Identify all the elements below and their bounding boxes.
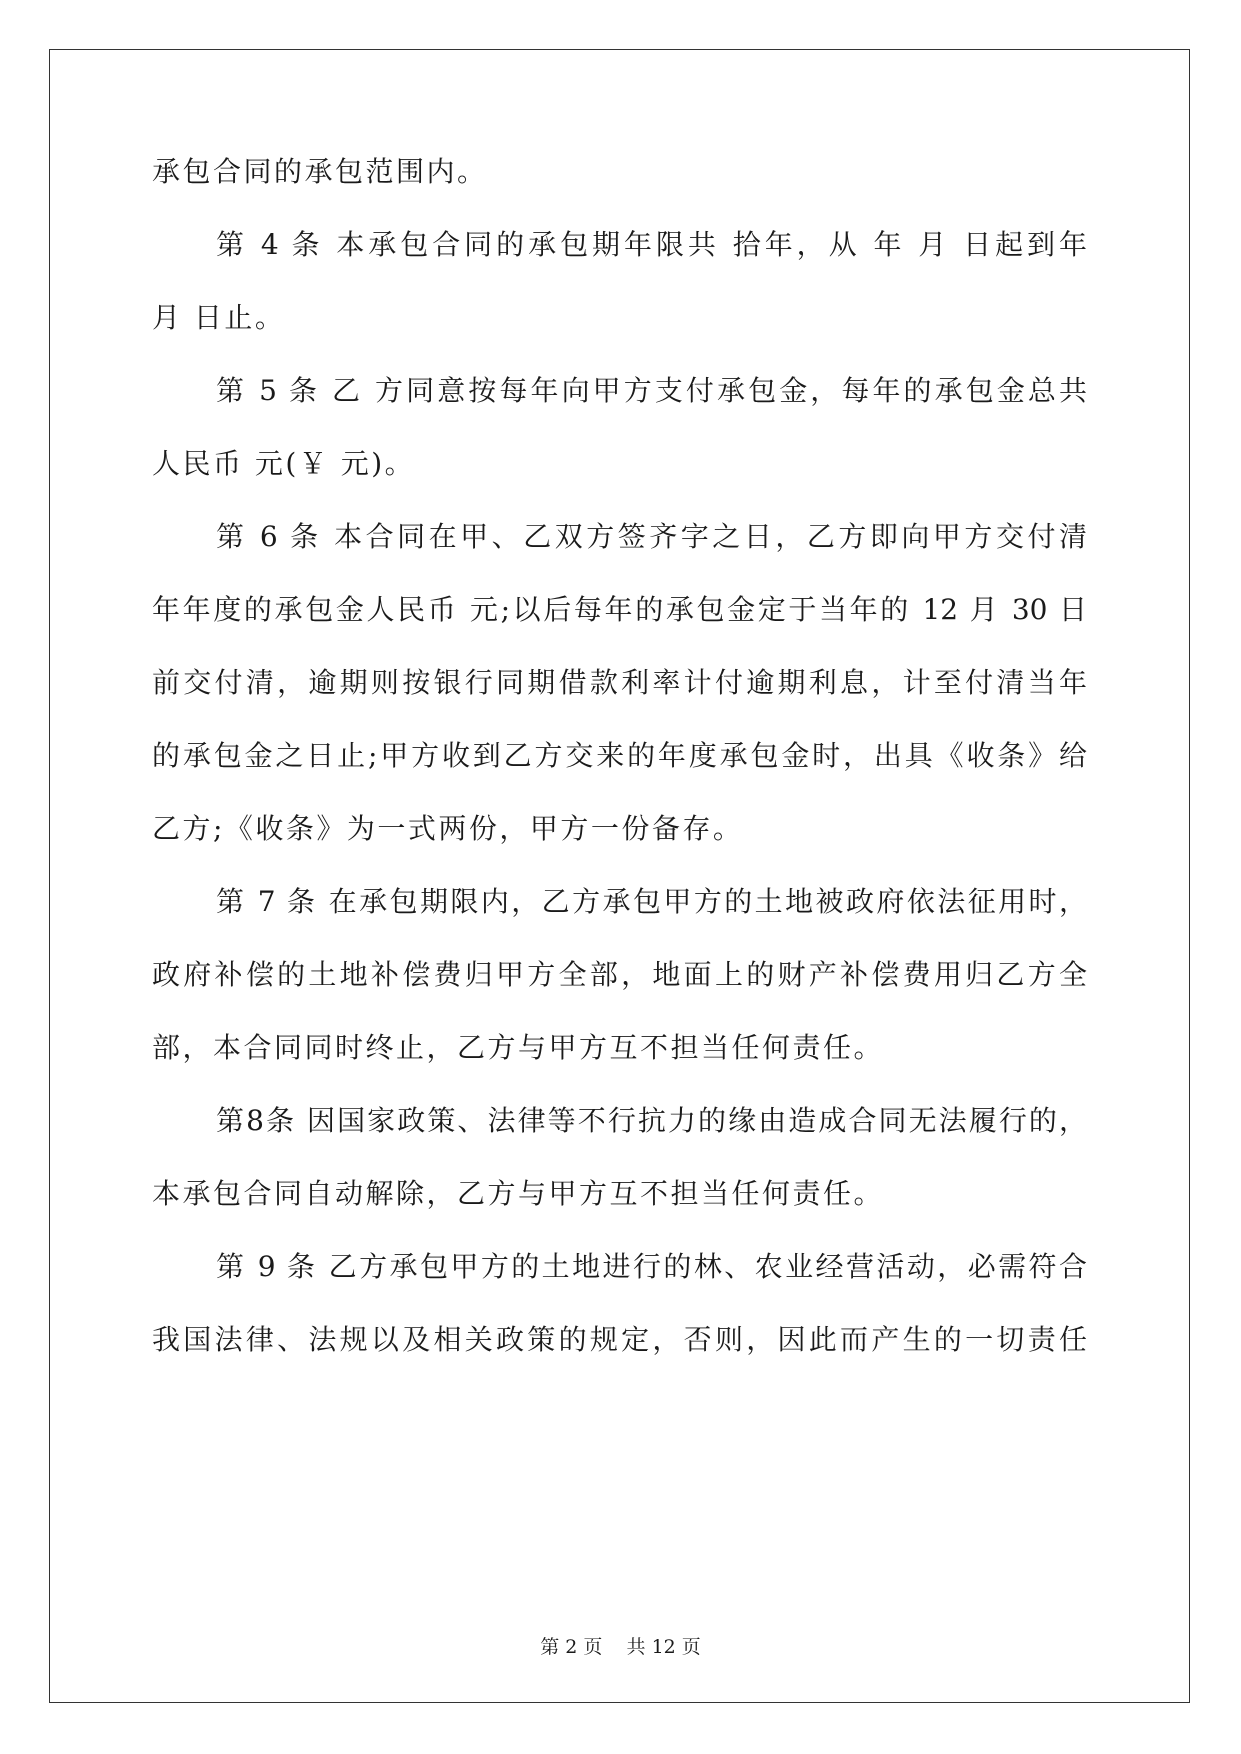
text-line: 承包合同的承包范围内。 (152, 155, 488, 188)
text-line: 第 5 条 乙 方同意按每年向甲方支付承包金，每年的承包金总共 (216, 374, 1087, 407)
text-line: 政府补偿的土地补偿费归甲方全部，地面上的财产补偿费用归乙方全 (152, 958, 1087, 991)
text-line: 第 6 条 本合同在甲、乙双方签齐字之日，乙方即向甲方交付清 (216, 520, 1087, 553)
text-line: 第 7 条 在承包期限内，乙方承包甲方的土地被政府依法征用时， (216, 885, 1087, 918)
text-line: 本承包合同自动解除，乙方与甲方互不担当任何责任。 (152, 1177, 885, 1210)
text-line: 月 日止。 (152, 301, 286, 334)
text-line: 第 9 条 乙方承包甲方的土地进行的林、农业经营活动，必需符合 (216, 1250, 1087, 1283)
text-line: 我国法律、法规以及相关政策的规定，否则，因此而产生的一切责任 (152, 1323, 1087, 1356)
text-line: 第8条 因国家政策、法律等不行抗力的缘由造成合同无法履行的， (216, 1104, 1087, 1137)
text-line: 部，本合同同时终止，乙方与甲方互不担当任何责任。 (152, 1031, 885, 1064)
text-line: 年年度的承包金人民币 元;以后每年的承包金定于当年的 12 月 30 日 (152, 593, 1087, 626)
page-number: 第 2 页 共 12 页 (540, 1636, 701, 1658)
text-line: 乙方;《收条》为一式两份，甲方一份备存。 (152, 812, 744, 845)
text-line: 第 4 条 本承包合同的承包期年限共 拾年，从 年 月 日起到年 (216, 228, 1087, 261)
text-line: 人民币 元(￥ 元)。 (152, 447, 416, 480)
text-line: 前交付清，逾期则按银行同期借款利率计付逾期利息，计至付清当年 (152, 666, 1087, 699)
text-line: 的承包金之日止;甲方收到乙方交来的年度承包金时，出具《收条》给 (152, 739, 1087, 772)
